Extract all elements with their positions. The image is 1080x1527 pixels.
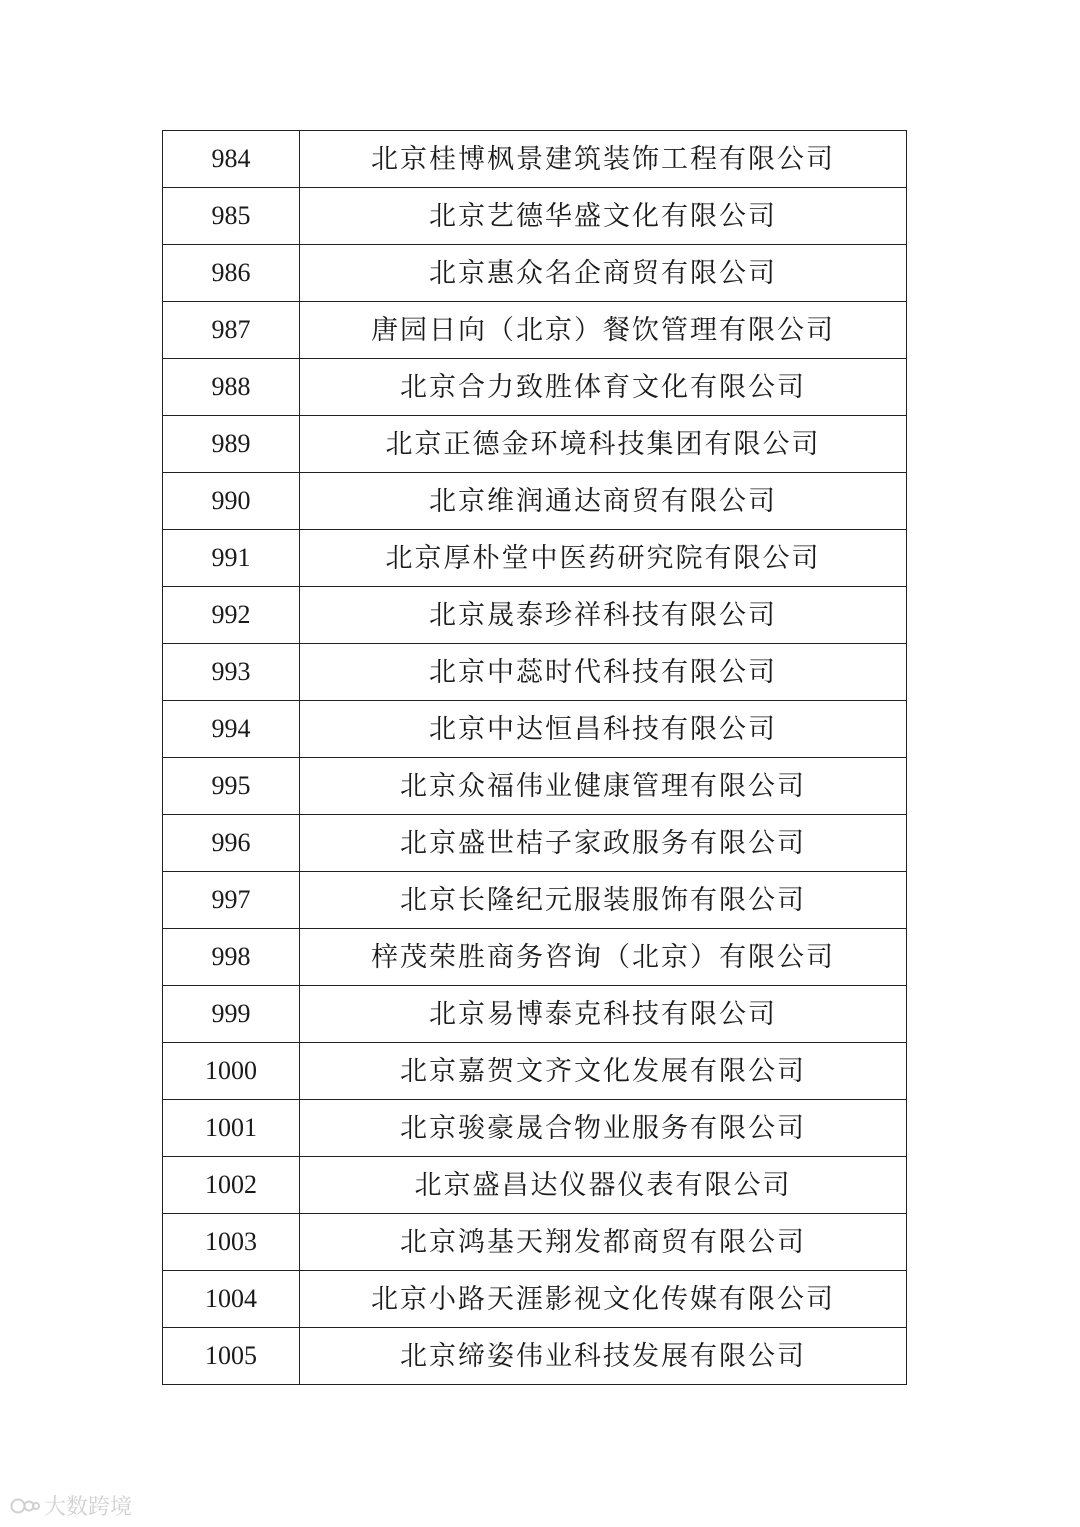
table-body — [163, 131, 907, 1385]
company-name-cell: 北京鸿基天翔发都商贸有限公司 — [300, 1214, 907, 1271]
row-number-cell: 986 — [163, 245, 300, 302]
company-name-cell: 唐园日向（北京）餐饮管理有限公司 — [300, 302, 907, 359]
table-row — [163, 245, 907, 302]
table-row — [163, 188, 907, 245]
company-name-cell: 北京长隆纪元服装服饰有限公司 — [300, 872, 907, 929]
row-number-cell: 1001 — [163, 1100, 300, 1157]
table-row — [163, 872, 907, 929]
table-row — [163, 815, 907, 872]
company-name-cell: 北京骏豪晟合物业服务有限公司 — [300, 1100, 907, 1157]
company-name-cell: 北京桂博枫景建筑装饰工程有限公司 — [300, 131, 907, 188]
table-row — [163, 1214, 907, 1271]
row-number-cell: 990 — [163, 473, 300, 530]
company-name-cell: 北京中达恒昌科技有限公司 — [300, 701, 907, 758]
company-name-cell: 北京易博泰克科技有限公司 — [300, 986, 907, 1043]
table-row — [163, 644, 907, 701]
table-row — [163, 1043, 907, 1100]
table-row — [163, 473, 907, 530]
row-number-cell: 1002 — [163, 1157, 300, 1214]
company-name-cell: 北京盛昌达仪器仪表有限公司 — [300, 1157, 907, 1214]
row-number-cell: 988 — [163, 359, 300, 416]
row-number-cell: 998 — [163, 929, 300, 986]
table-row — [163, 359, 907, 416]
table-row — [163, 302, 907, 359]
table-row — [163, 416, 907, 473]
row-number-cell: 987 — [163, 302, 300, 359]
table-row — [163, 131, 907, 188]
brand-logo-icon — [10, 1495, 40, 1517]
row-number-cell: 996 — [163, 815, 300, 872]
company-name-cell: 北京艺德华盛文化有限公司 — [300, 188, 907, 245]
watermark — [10, 1490, 132, 1521]
table-row — [163, 1328, 907, 1385]
table-row — [163, 587, 907, 644]
row-number-cell: 984 — [163, 131, 300, 188]
company-name-cell: 北京厚朴堂中医药研究院有限公司 — [300, 530, 907, 587]
row-number-cell: 1004 — [163, 1271, 300, 1328]
row-number-cell: 1003 — [163, 1214, 300, 1271]
row-number-cell: 995 — [163, 758, 300, 815]
company-name-cell: 北京惠众名企商贸有限公司 — [300, 245, 907, 302]
row-number-cell: 999 — [163, 986, 300, 1043]
table-row — [163, 758, 907, 815]
company-name-cell: 北京盛世桔子家政服务有限公司 — [300, 815, 907, 872]
table-row — [163, 530, 907, 587]
company-name-cell: 北京晟泰珍祥科技有限公司 — [300, 587, 907, 644]
table-row — [163, 1100, 907, 1157]
row-number-cell: 993 — [163, 644, 300, 701]
row-number-cell: 992 — [163, 587, 300, 644]
company-name-cell: 北京众福伟业健康管理有限公司 — [300, 758, 907, 815]
company-name-cell: 北京合力致胜体育文化有限公司 — [300, 359, 907, 416]
company-name-cell: 北京中蕊时代科技有限公司 — [300, 644, 907, 701]
row-number-cell: 1000 — [163, 1043, 300, 1100]
table-row — [163, 1157, 907, 1214]
company-name-cell: 北京缔姿伟业科技发展有限公司 — [300, 1328, 907, 1385]
table-row — [163, 1271, 907, 1328]
watermark-text: 大数跨境 — [44, 1495, 133, 1520]
row-number-cell: 1005 — [163, 1328, 300, 1385]
company-name-cell: 北京正德金环境科技集团有限公司 — [300, 416, 907, 473]
row-number-cell: 994 — [163, 701, 300, 758]
company-name-cell: 梓茂荣胜商务咨询（北京）有限公司 — [300, 929, 907, 986]
row-number-cell: 991 — [163, 530, 300, 587]
table-row — [163, 929, 907, 986]
company-name-cell: 北京嘉贺文齐文化发展有限公司 — [300, 1043, 907, 1100]
row-number-cell: 985 — [163, 188, 300, 245]
row-number-cell: 997 — [163, 872, 300, 929]
table-row — [163, 701, 907, 758]
company-name-cell: 北京小路天涯影视文化传媒有限公司 — [300, 1271, 907, 1328]
company-name-cell: 北京维润通达商贸有限公司 — [300, 473, 907, 530]
company-list-table — [162, 130, 907, 1385]
row-number-cell: 989 — [163, 416, 300, 473]
table-row — [163, 986, 907, 1043]
